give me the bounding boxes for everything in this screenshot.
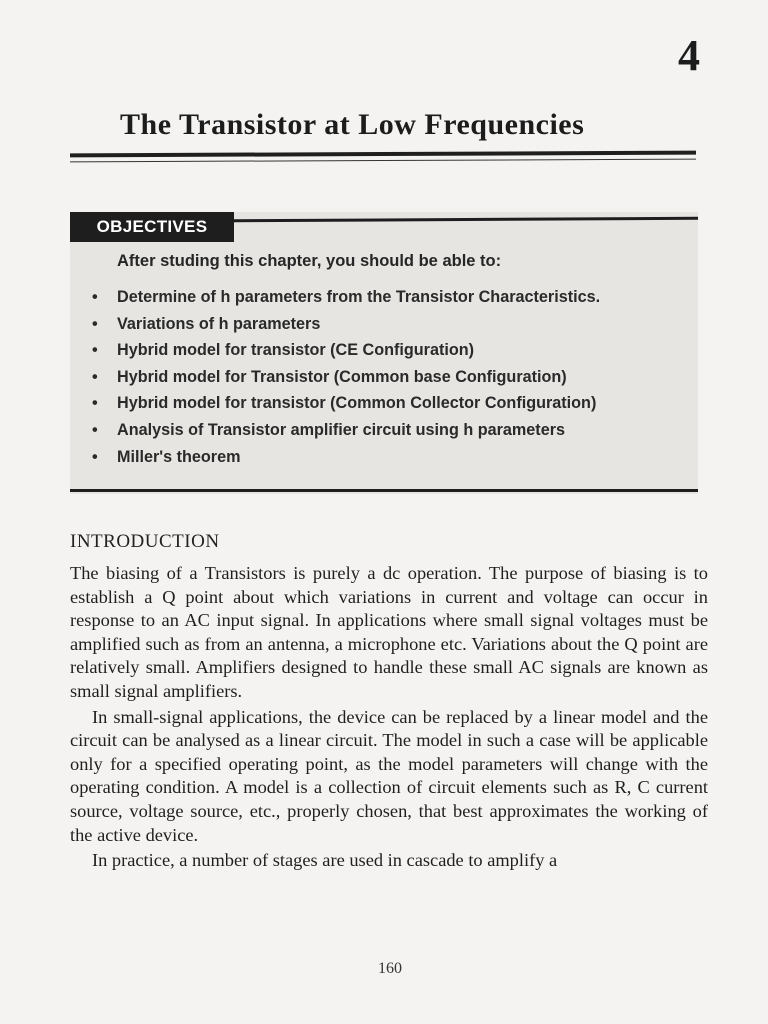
objectives-list: [88, 284, 688, 470]
objective-item: • Miller's theorem: [88, 444, 688, 471]
objective-item: • Determine of h parameters from the Transistor Characteristics.: [88, 284, 688, 311]
paragraph: In practice, a number of stages are used in cascade to amplify a: [92, 850, 558, 871]
bullet-icon: •: [92, 288, 98, 306]
objective-item: • Hybrid model for Transistor (Common base Configuration): [88, 364, 688, 391]
chapter-title: The Transistor at Low Frequencies: [120, 108, 585, 141]
objective-item: • Variations of h parameters: [88, 311, 688, 338]
objective-item: • Hybrid model for transistor (CE Configuration): [88, 337, 688, 364]
objective-item: • Hybrid model for transistor (Common Collector Configuration): [88, 390, 688, 417]
bullet-icon: •: [92, 447, 98, 466]
objectives-label: OBJECTIVES: [70, 212, 234, 242]
chapter-number: 4: [678, 31, 700, 80]
objectives-bottom-rule: [70, 489, 698, 492]
objectives-intro: After studing this chapter, you should be able to:: [117, 252, 502, 270]
bullet-icon: •: [92, 314, 98, 333]
paragraph: In small-signal applications, the device can be replaced by a linear model and the circuit can be analysed as a linear circuit. The model in such a case will be applicable only for a specified operating point, as the model parameters will change with the operating condition. A model is a collection of circuit elements such as R, C current source, voltage source, etc., properly chosen, that best approximates the working of the active device.: [70, 706, 708, 845]
bullet-icon: •: [92, 367, 98, 386]
title-rule-thick: [70, 151, 696, 158]
bullet-icon: •: [92, 394, 98, 413]
body-text: [70, 562, 708, 873]
objective-item: • Analysis of Transistor amplifier circuit using h parameters: [88, 417, 688, 444]
page-number: 160: [378, 960, 402, 977]
bullet-icon: •: [92, 341, 98, 360]
bullet-icon: •: [92, 420, 98, 439]
title-rule-thin: [70, 159, 696, 163]
section-heading: INTRODUCTION: [70, 531, 220, 552]
paragraph: The biasing of a Transistors is purely a dc operation. The purpose of biasing is to establish a Q point about which variations in current and voltage can occur in response to an AC input signal. In applications where small signal voltages must be amplified such as from an antenna, a microphone etc. Variations about the Q point are relatively small. Amplifiers designed to handle these small AC signals are known as small signal amplifiers.: [70, 563, 708, 701]
